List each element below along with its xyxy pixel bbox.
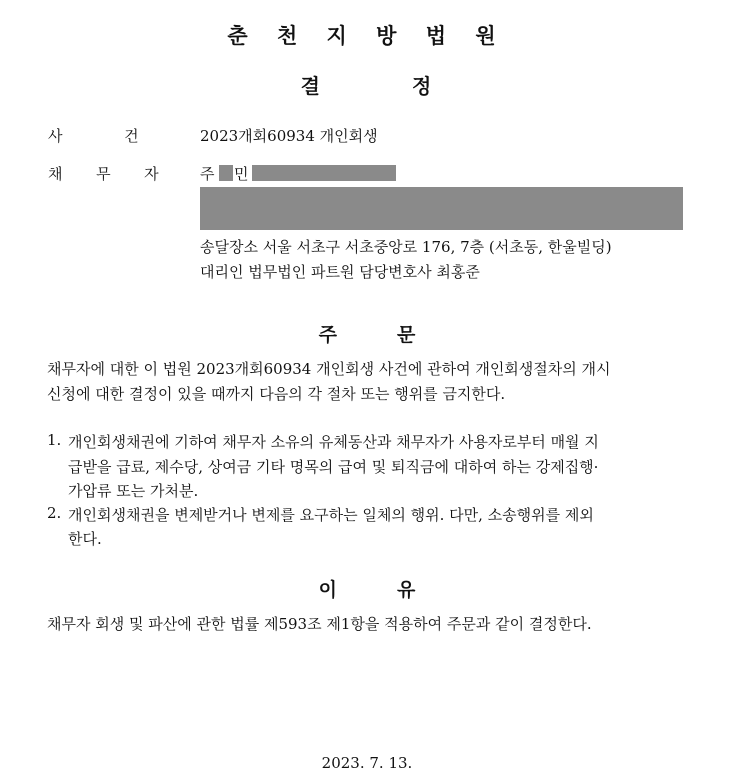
reason-heading (0, 575, 734, 602)
order-item-1-line-1: 개인회생채권에 기하여 채무자 소유의 유체동산과 채무자가 사용자로부터 매월 지 (68, 433, 599, 451)
redaction-bar-name (219, 165, 233, 181)
document-type-title (0, 70, 734, 99)
order-item-1-line-2: 급받을 급료, 제수당, 상여금 기타 명목의 급여 및 퇴직금에 대하여 하는 강제집행· (68, 458, 599, 476)
order-heading-char-2: 문 (397, 324, 416, 346)
court-name: 춘 천 지 방 법 원 (227, 24, 507, 48)
redaction-bar-name-tail (252, 165, 396, 181)
reason-text: 채무자 회생 및 파산에 관한 법률 제593조 제1항을 적용하여 주문과 같이 결정한다. (47, 615, 592, 633)
order-intro-line-1: 채무자에 대한 이 법원 2023개회60934 개인회생 사건에 관하여 개인회생절차의 개시 (47, 360, 611, 378)
debtor-name-second-char: 민 (234, 165, 249, 183)
case-label-char-1: 사 (48, 127, 63, 145)
case-number-value: 2023개회60934 개인회생 (200, 127, 378, 145)
decision-date: 2023. 7. 13. (321, 754, 413, 772)
debtor-name-first-char: 주 (200, 165, 215, 183)
document-type-char-2: 정 (412, 74, 434, 98)
case-label (48, 125, 139, 146)
redaction-bar-address (200, 187, 683, 230)
order-heading-char-1: 주 (318, 324, 337, 346)
debtor-label (48, 163, 159, 184)
debtor-label-char-2: 무 (96, 165, 111, 183)
order-heading (0, 320, 734, 347)
reason-heading-char-2: 유 (397, 579, 416, 601)
service-address-line: 송달장소 서울 서초구 서초중앙로 176, 7층 (서초동, 한울빌딩) (200, 238, 612, 256)
document-type-char-1: 결 (300, 74, 322, 98)
order-item-1-line-3: 가압류 또는 가처분. (68, 482, 199, 500)
order-intro-line-2: 신청에 대한 결정이 있을 때까지 다음의 각 절차 또는 행위를 금지한다. (47, 385, 506, 403)
order-item-2-line-1: 개인회생채권을 변제받거나 변제를 요구하는 일체의 행위. 다만, 소송행위를 제외 (68, 506, 594, 524)
order-item-1-number: 1. (47, 431, 62, 449)
order-item-2-number: 2. (47, 504, 62, 522)
case-label-char-2: 건 (124, 127, 139, 145)
agent-line: 대리인 법무법인 파트원 담당변호사 최홍준 (200, 263, 480, 281)
reason-heading-char-1: 이 (318, 579, 337, 601)
order-item-2-line-2: 한다. (68, 530, 102, 548)
debtor-label-char-3: 자 (144, 165, 159, 183)
debtor-label-char-1: 채 (48, 165, 63, 183)
